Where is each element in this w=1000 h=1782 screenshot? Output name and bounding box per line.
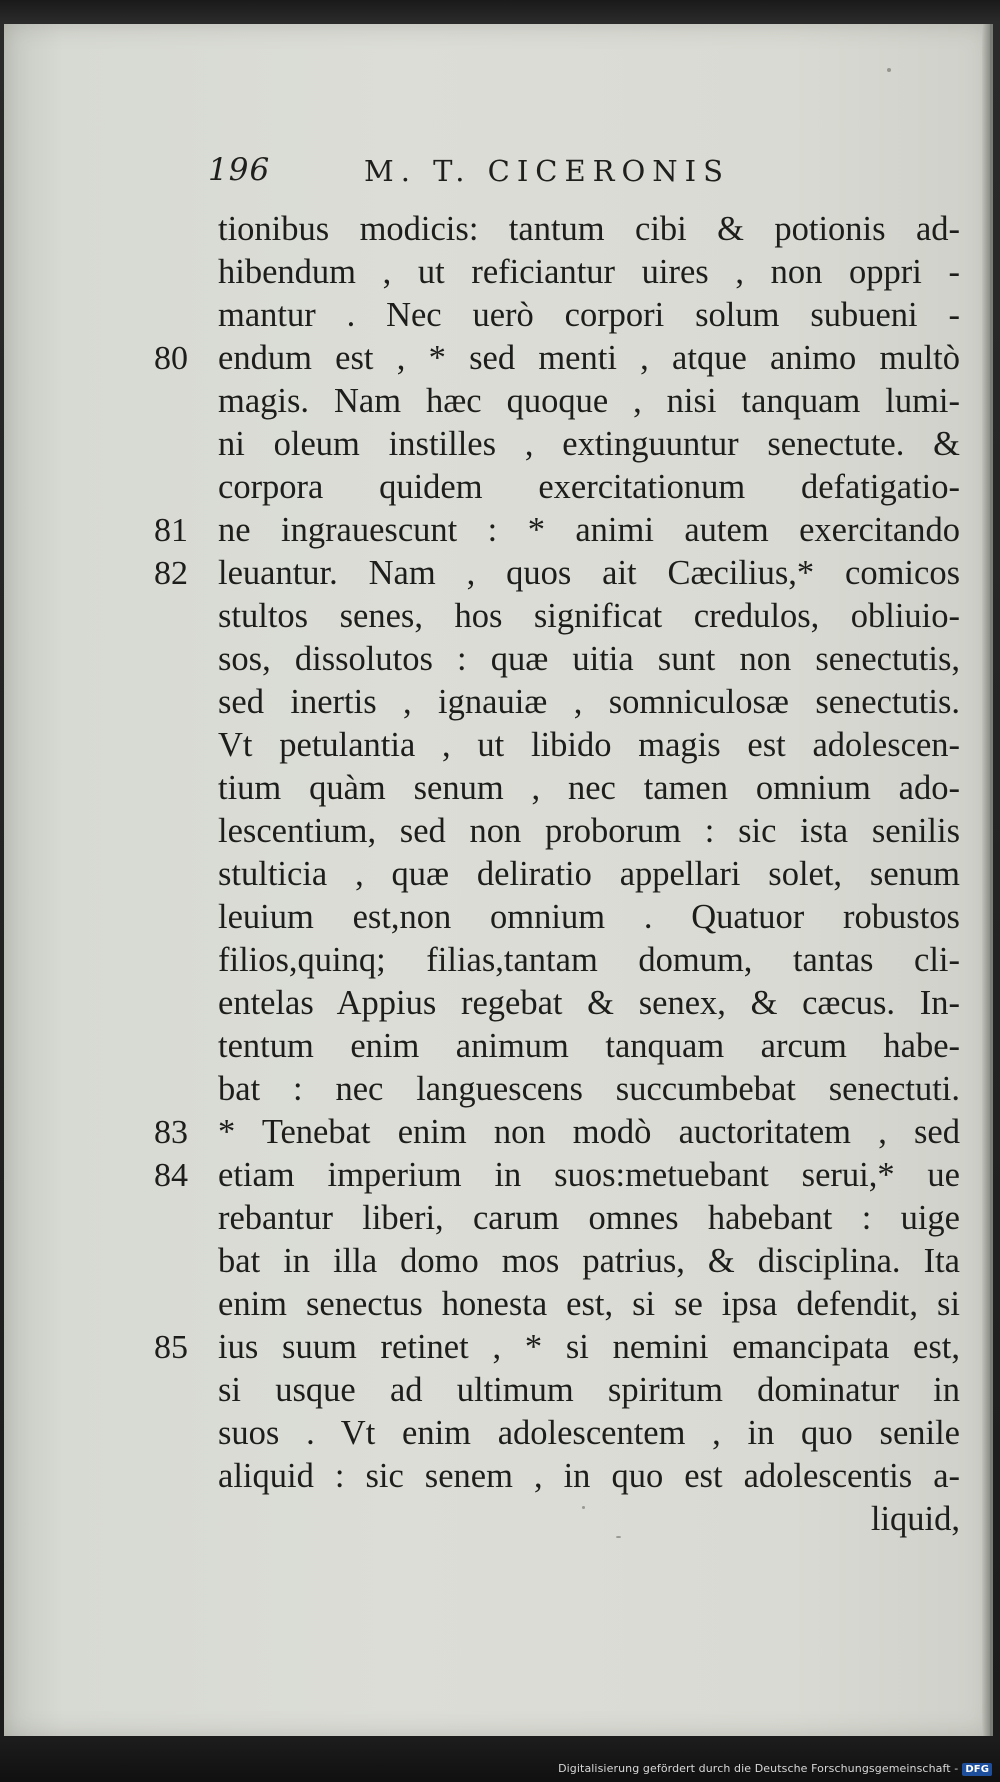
text-line-content: ius suum retinet , * si nemini emancipata est,	[218, 1328, 960, 1366]
running-title: M. T. CICERONIS	[364, 154, 730, 188]
margin-section-number: 85	[154, 1329, 188, 1366]
page-header	[4, 152, 990, 202]
text-line	[4, 1068, 990, 1111]
text-line-content: tionibus modicis: tantum cibi & potionis ad-	[218, 210, 960, 248]
text-line	[4, 251, 990, 294]
text-line	[4, 1455, 990, 1498]
margin-section-number: 82	[154, 555, 188, 592]
text-line	[4, 1240, 990, 1283]
text-line	[4, 509, 990, 552]
text-line-content: suos . Vt enim adolescentem , in quo senile	[218, 1414, 960, 1452]
body-text	[4, 208, 990, 1568]
text-line	[4, 638, 990, 681]
page-number: 196	[208, 152, 271, 188]
text-line-content: * Tenebat enim non modò auctoritatem , sed	[218, 1113, 960, 1151]
text-line-content: endum est , * sed menti , atque animo multò	[218, 339, 960, 377]
margin-section-number: 83	[154, 1114, 188, 1151]
text-line	[4, 939, 990, 982]
text-line	[4, 1197, 990, 1240]
text-line-content: ne ingrauescunt : * animi autem exercitando	[218, 511, 960, 549]
text-line	[4, 982, 990, 1025]
text-line	[4, 1283, 990, 1326]
text-line-content: leuantur. Nam , quos ait Cæcilius,* comicos	[218, 554, 960, 592]
text-line	[4, 595, 990, 638]
paper-speck	[582, 1506, 585, 1509]
margin-section-number: 81	[154, 512, 188, 549]
text-line-content: bat in illa domo mos patrius, & disciplina. Ita	[218, 1242, 960, 1280]
text-line-content: aliquid : sic senem , in quo est adolescentis a-	[218, 1457, 960, 1495]
text-line	[4, 1412, 990, 1455]
text-line	[4, 853, 990, 896]
text-line-content: enim senectus honesta est, si se ipsa defendit, si	[218, 1285, 960, 1323]
text-line-content: corpora quidem exercitationum defatigatio-	[218, 468, 960, 506]
text-line-content: liquid,	[870, 1500, 960, 1538]
text-line	[4, 767, 990, 810]
text-line-content: entelas Appius regebat & senex, & cæcus. In-	[218, 984, 960, 1022]
text-line-content: bat : nec languescens succumbebat senectuti.	[218, 1070, 960, 1108]
text-line-content: magis. Nam hæc quoque , nisi tanquam lumi-	[218, 382, 960, 420]
text-line-content: leuium est,non omnium . Quatuor robustos	[218, 898, 960, 936]
text-line	[4, 552, 990, 595]
book-page	[4, 24, 993, 1736]
text-line-content: sos, dissolutos : quæ uitia sunt non senectutis,	[218, 640, 960, 678]
text-line	[4, 681, 990, 724]
text-line	[4, 1369, 990, 1412]
text-line-content: mantur . Nec uerò corpori solum subueni -	[218, 296, 960, 334]
text-line-content: Vt petulantia , ut libido magis est adolescen-	[218, 726, 960, 764]
text-line-content: hibendum , ut reficiantur uires , non oppri -	[218, 253, 960, 291]
text-line-content: tentum enim animum tanquam arcum habe-	[218, 1027, 960, 1065]
text-line	[4, 810, 990, 853]
text-line-content: lescentium, sed non proborum : sic ista senilis	[218, 812, 960, 850]
text-line	[4, 466, 990, 509]
margin-section-number: 80	[154, 340, 188, 377]
text-line	[4, 1025, 990, 1068]
paper-speck	[887, 68, 891, 72]
text-line	[4, 294, 990, 337]
text-line-content: sed inertis , ignauiæ , somniculosæ senectutis.	[218, 683, 960, 721]
text-line	[4, 1154, 990, 1197]
text-line	[4, 724, 990, 767]
text-line	[4, 380, 990, 423]
text-line-content: filios,quinq; filias,tantam domum, tantas cli-	[218, 941, 960, 979]
text-line	[4, 896, 990, 939]
text-line	[4, 1326, 990, 1369]
text-line-content: si usque ad ultimum spiritum dominatur in	[218, 1371, 960, 1409]
margin-section-number: 84	[154, 1157, 188, 1194]
text-line-content: stultos senes, hos significat credulos, obliuio-	[218, 597, 960, 635]
text-line-content: ni oleum instilles , extinguuntur senectute. &	[218, 425, 960, 463]
paper-speck	[616, 1536, 621, 1538]
text-line	[4, 1498, 990, 1541]
text-line-content: rebantur liberi, carum omnes habebant : uige	[218, 1199, 960, 1237]
text-line	[4, 208, 990, 251]
text-line-content: tium quàm senum , nec tamen omnium ado-	[218, 769, 960, 807]
text-line	[4, 1111, 990, 1154]
text-line-content: etiam imperium in suos:metuebant serui,* ue	[218, 1156, 960, 1194]
text-line	[4, 423, 990, 466]
credit-text: Digitalisierung gefördert durch die Deutsche Forschungsgemeinschaft -	[558, 1762, 959, 1775]
text-line	[4, 337, 990, 380]
dfg-logo: DFG	[962, 1763, 992, 1776]
digitization-credit	[558, 1762, 992, 1776]
text-line-content: stulticia , quæ deliratio appellari solet, senum	[218, 855, 960, 893]
